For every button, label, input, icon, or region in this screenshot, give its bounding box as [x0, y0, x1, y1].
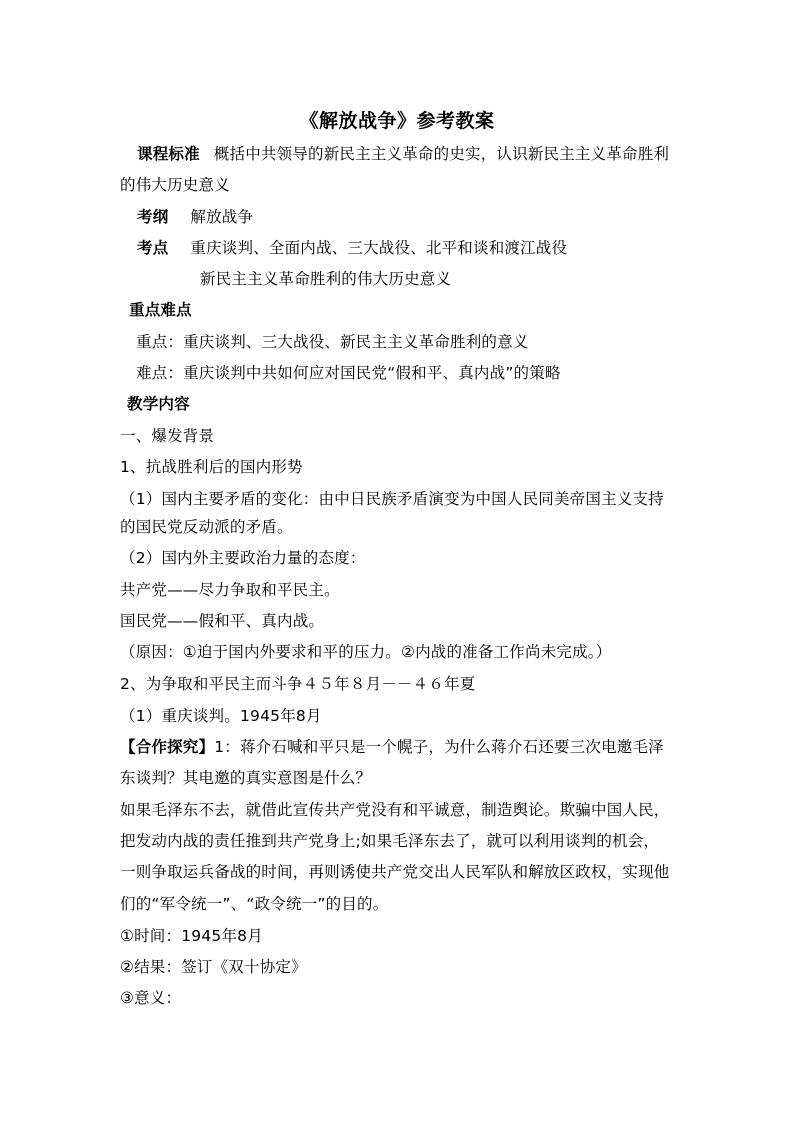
paragraph-line: 们的“军令统一”、“政令统一”的目的。 — [120, 895, 389, 913]
curriculum-label: 课程标准 — [137, 145, 200, 163]
content-label: 教学内容 — [127, 395, 190, 413]
outline-text: 解放战争 — [190, 208, 254, 226]
paragraph-line: （原因：①迫于国内外要求和平的压力。②内战的准备工作尚未完成。） — [120, 643, 612, 661]
paragraph-line: 把发动内战的责任推到共产党身上;如果毛泽东去了，就可以利用谈判的机会， — [120, 832, 660, 850]
paragraph-line: ③意义： — [120, 989, 182, 1007]
paragraph-line: 如果毛泽东不去，就借此宣传共产党没有和平诚意，制造舆论。欺骗中国人民， — [120, 801, 670, 819]
document-title: 《解放战争》参考教案 — [299, 110, 495, 132]
cooperation-question-text: 1：蒋介石喊和平只是一个幌子，为什么蒋介石还要三次电邀毛泽 — [214, 738, 664, 756]
subsection-heading: 2、为争取和平民主而斗争４５年８月－－４６年夏 — [120, 675, 476, 693]
difficult-point: 难点：重庆谈判中共如何应对国民党“假和平、真内战”的策略 — [136, 364, 561, 382]
paragraph-line: ①时间：1945年8月 — [120, 927, 263, 945]
key-label: 重点难点 — [129, 301, 192, 319]
curriculum-line-cont: 的伟大历史意义 — [120, 176, 230, 194]
outline-label: 考纲 — [137, 208, 169, 226]
cooperation-question — [120, 737, 664, 757]
key-point: 重点：重庆谈判、三大战役、新民主主义革命胜利的意义 — [136, 333, 529, 351]
paragraph-line: （1）重庆谈判。1945年8月 — [120, 707, 322, 725]
paragraph-line: 国民党——假和平、真内战。 — [120, 612, 325, 630]
paragraph-line: 的国民党反动派的矛盾。 — [120, 518, 293, 536]
points-text: 重庆谈判、全面内战、三大战役、北平和谈和渡江战役 — [190, 239, 568, 257]
paragraph-line: 共产党——尽力争取和平民主。 — [120, 581, 340, 599]
cooperation-label: 【合作探究】 — [120, 738, 215, 756]
paragraph-line: ②结果：签订《双十协定》 — [120, 958, 307, 976]
points-line — [137, 238, 567, 258]
paragraph-line: 东谈判？其电邀的真实意图是什么？ — [120, 769, 372, 787]
points-line-cont: 新民主主义革命胜利的伟大历史意义 — [200, 270, 452, 288]
curriculum-line — [137, 144, 669, 164]
points-label: 考点 — [137, 239, 169, 257]
curriculum-text: 概括中共领导的新民主主义革命的史实，认识新民主主义革命胜利 — [213, 145, 670, 163]
outline-line — [137, 207, 253, 227]
subsection-heading: 1、抗战胜利后的国内形势 — [120, 458, 303, 476]
paragraph-line: 一则争取运兵备战的时间，再则诱使共产党交出人民军队和解放区政权，实现他 — [120, 863, 670, 881]
paragraph-line: （2）国内外主要政治力量的态度： — [120, 549, 366, 567]
section-heading: 一、爆发背景 — [120, 427, 215, 445]
paragraph-line: （1）国内主要矛盾的变化：由中日民族矛盾演变为中国人民同美帝国主义支持 — [120, 490, 664, 508]
